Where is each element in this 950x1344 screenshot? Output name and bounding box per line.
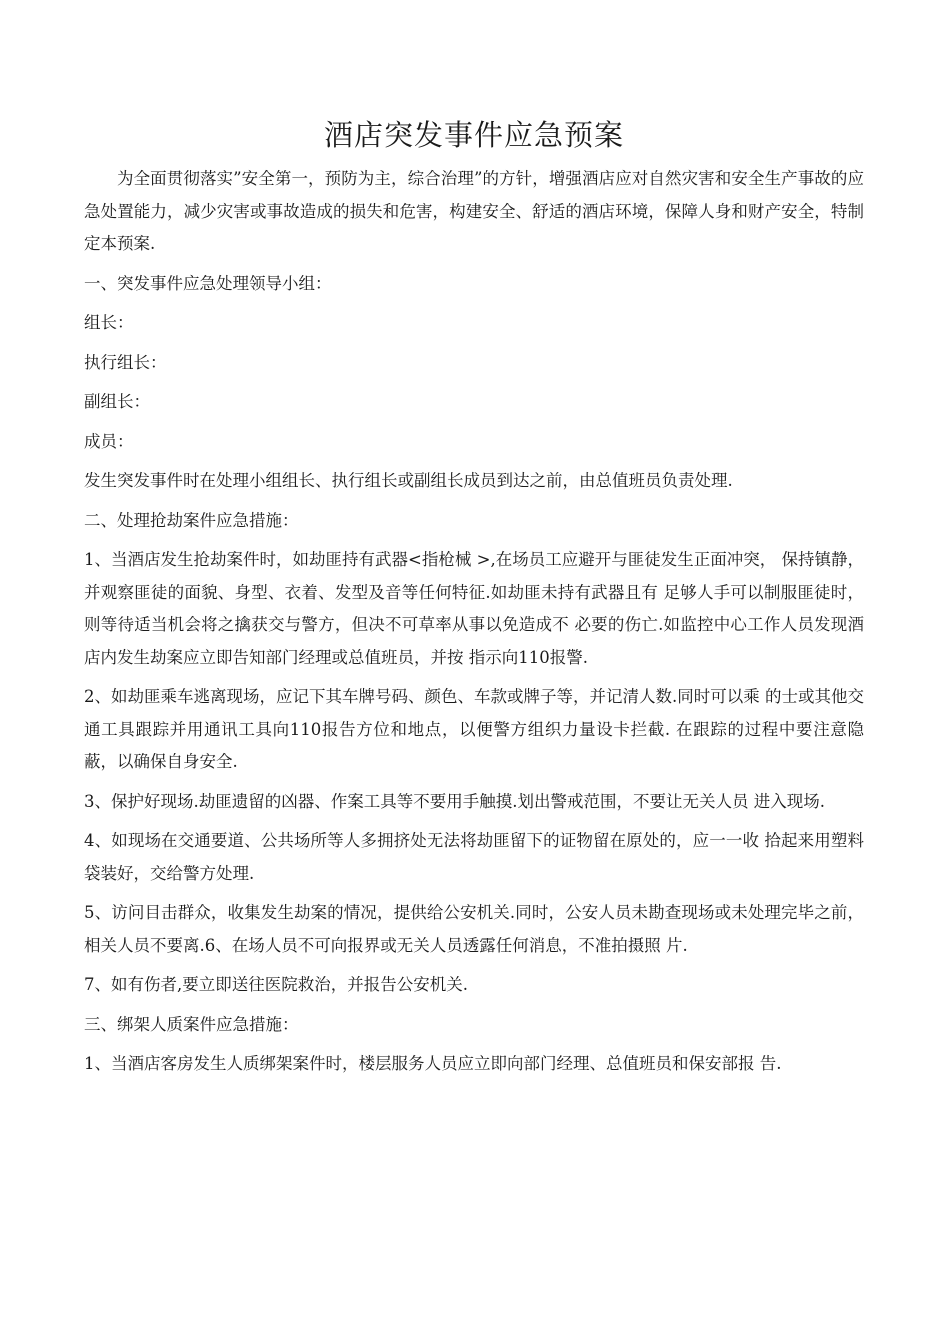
- robbery-measure-1: 1、当酒店发生抢劫案件时，如劫匪持有武器<指枪械 >,在场员工应避开与匪徒发生正面冲突， 保持镇静，并观察匪徒的面貌、身型、衣着、发型及音等任何特征.如劫匪未持有武器且有 足够人手可以制服匪徒时，则等待适当机会将之擒获交与警方，但决不可草率从事以免造成不 必要的伤亡.如监控中心工作人员发现酒店内发生劫案应立即告知部门经理或总值班员，并按 指示向110报警.: [84, 550, 864, 667]
- section-heading-leadership: 一、突发事件应急处理领导小组：: [84, 273, 332, 293]
- section-heading-hostage: 三、绑架人质案件应急措施：: [84, 1014, 299, 1034]
- robbery-measure-2: 2、如劫匪乘车逃离现场，应记下其车牌号码、颜色、车款或牌子等，并记清人数.同时可以乘 的士或其他交通工具跟踪并用通讯工具向110报告方位和地点，以便警方组织力量设卡拦截. 在跟踪的过程中要注意隐蔽，以确保自身安全.: [84, 687, 864, 771]
- duty-officer-note: 发生突发事件时在处理小组组长、执行组长或副组长成员到达之前，由总值班员负责处理.: [84, 471, 733, 490]
- executive-leader-field: 执行组长：: [84, 352, 167, 372]
- document-page: [84, 110, 864, 1081]
- deputy-leader-field: 副组长：: [84, 392, 150, 411]
- hostage-measure-1: 1、当酒店客房发生人质绑架案件时，楼层服务人员应立即向部门经理、总值班员和保安部报 告.: [84, 1054, 782, 1073]
- robbery-measure-3: 3、保护好现场.劫匪遗留的凶器、作案工具等不要用手触摸.划出警戒范围，不要让无关人员 进入现场.: [84, 791, 825, 811]
- leader-field: 组长：: [84, 313, 134, 332]
- intro-paragraph: 为全面贯彻落实”安全第一，预防为主，综合治理”的方针，增强酒店应对自然灾害和安全生产事故的应急处置能力，减少灾害或事故造成的损失和危害，构建安全、舒适的酒店环境，保障人身和财产安全，特制定本预案.: [84, 169, 864, 253]
- robbery-measure-5: 5、访问目击群众，收集发生劫案的情况，提供给公安机关.同时，公安人员未勘查现场或未处理完毕之前，相关人员不要离.6、在场人员不可向报界或无关人员透露任何消息，不准拍摄照 片.: [84, 903, 864, 955]
- robbery-measure-7: 7、如有伤者,要立即送往医院救治，并报告公安机关.: [84, 975, 468, 994]
- robbery-measure-4: 4、如现场在交通要道、公共场所等人多拥挤处无法将劫匪留下的证物留在原处的，应一一收 拾起来用塑料袋装好，交给警方处理.: [84, 831, 864, 883]
- document-title: 酒店突发事件应急预案: [323, 118, 624, 152]
- members-field: 成员：: [84, 431, 134, 451]
- section-heading-robbery: 二、处理抢劫案件应急措施：: [84, 510, 299, 530]
